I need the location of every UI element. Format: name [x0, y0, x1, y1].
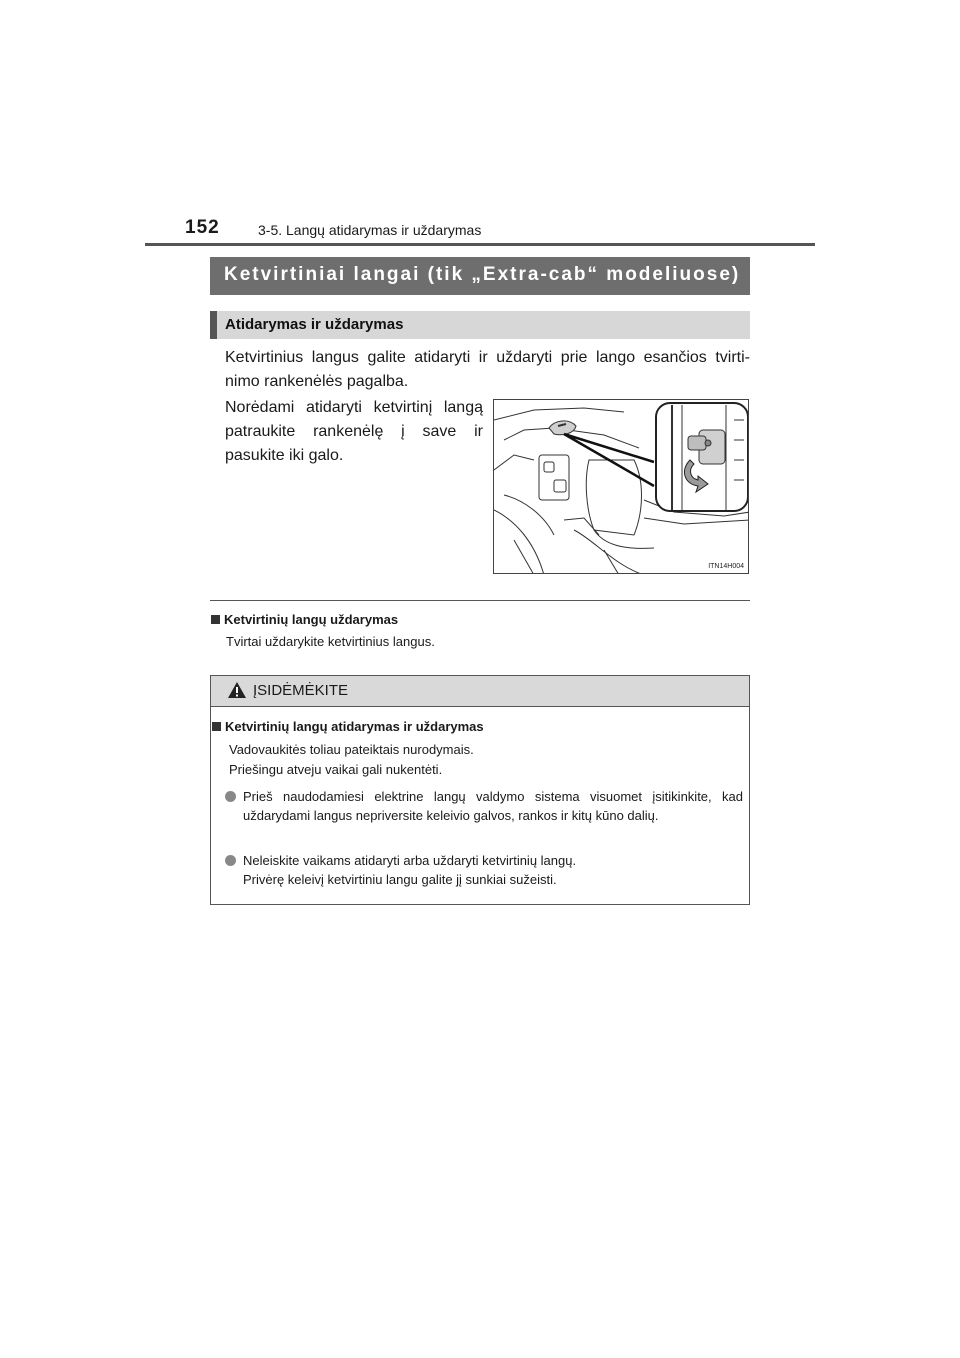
instruction-paragraph: Norėdami atidaryti ketvirtinį langą patraukite rankenėlę į save ir pasukite iki galo. [225, 399, 483, 464]
closing-heading-text: Ketvirtinių langų uždarymas [224, 612, 399, 627]
caution-bullet-1 [225, 787, 743, 825]
caution-bullet-2-line-2: Privėrę keleivį ketvirtiniu langu galite jį sunkiai sužeisti. [243, 872, 557, 887]
chapter-title: 3-5. Langų atidarymas ir uždarymas [258, 222, 482, 238]
square-bullet-icon [211, 615, 220, 624]
circle-bullet-icon [225, 855, 236, 866]
caution-box [210, 675, 750, 905]
section-title: Ketvirtiniai langai (tik „Extra-cab“ modeliuose) [224, 264, 741, 285]
caution-header [211, 676, 749, 707]
closing-heading [211, 612, 398, 627]
caution-line-2: Priešingu atveju vaikai gali nukentėti. [229, 762, 443, 777]
caution-line-1: Vadovaukitės toliau pateiktais nurodymais. [229, 742, 474, 757]
section-title-bar [210, 257, 750, 295]
interior-drawing [494, 400, 749, 574]
section-divider [210, 600, 750, 601]
caution-heading [212, 719, 484, 734]
caution-bullet-1-text: Prieš naudodamiesi elektrine langų valdymo sistema visuomet įsitikinkite, kad uždarydami langus nepriversite keleivio galvos, rankos ir kitų kūno dalių. [243, 789, 743, 823]
square-bullet-icon [212, 722, 221, 731]
intro-paragraph: Ketvirtinius langus galite atidaryti ir uždaryti prie lango esančios tvirti- nimo rankenėlės pagalba. [225, 349, 750, 390]
subsection-title: Atidarymas ir uždarymas [225, 316, 404, 333]
caution-bullet-2 [225, 851, 743, 889]
caution-heading-text: Ketvirtinių langų atidarymas ir uždarymas [225, 719, 484, 734]
quarter-window-illustration [493, 399, 749, 574]
warning-icon [227, 681, 247, 699]
page-number: 152 [185, 217, 220, 238]
caution-bullet-2-line-1: Neleiskite vaikams atidaryti arba uždaryti ketvirtinių langų. [243, 853, 577, 868]
header-rule [145, 243, 815, 246]
closing-text: Tvirtai uždarykite ketvirtinius langus. [226, 634, 435, 649]
figure-code: ITN14H004 [708, 563, 744, 570]
circle-bullet-icon [225, 791, 236, 802]
caution-title: ĮSIDĖMĖKITE [253, 682, 349, 699]
subsection-title-bar [210, 311, 750, 339]
